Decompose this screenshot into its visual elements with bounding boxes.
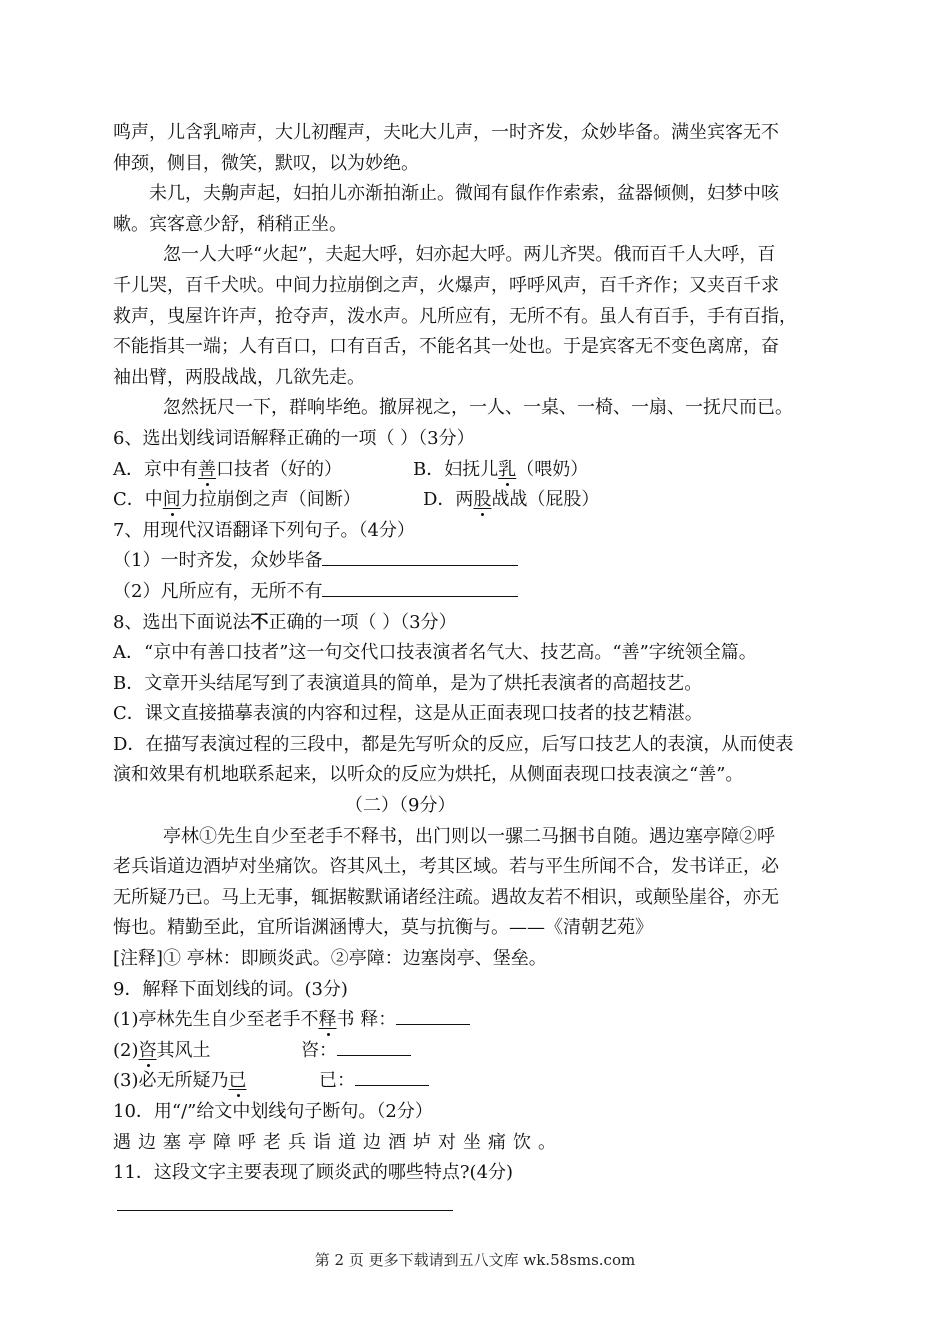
document-body [113,118,843,1189]
question-6-options-ab [113,455,843,486]
option-a: A．“京中有善口技者”这一句交代口技表演者名气大、技艺高。“善”字统领全篇。 [113,642,757,664]
question-9-item-3: (3)必无所疑乃已 已： [113,1066,843,1097]
marked-word: 释 [318,1009,337,1031]
marked-word: 已 [228,1070,247,1092]
passage-line: 无所疑乃已。马上无事，辄据鞍默诵诸经注疏。遇故友若不相识，或颠坠崖谷，亦无 [113,886,779,908]
question-9-item-2: (2)咨其风土 咨： [113,1036,843,1067]
answer-blank[interactable] [337,1037,411,1056]
option-b: B．文章开头结尾写到了表演道具的简单，是为了烘托表演者的高超技艺。 [113,672,703,694]
marked-word: 善 [198,458,216,480]
answer-line[interactable] [117,1210,453,1211]
question-6-options-cd [113,485,843,516]
passage-line: 救声，曳屋许许声，抢夺声，泼水声。凡所应有，无所不有。虽人有百手，手有百指， [113,305,797,327]
passage-line: 嗽。宾客意少舒，稍稍正坐。 [113,213,347,235]
page-footer: 第 2 页 更多下载请到五八文库 wk.58sms.com [314,1251,636,1269]
question-6-stem: 6、选出划线词语解释正确的一项（ ）（3分） [113,427,475,449]
passage-line: 鸣声，儿含乳啼声，大儿初醒声，夫叱大儿声，一时齐发，众妙毕备。满坐宾客无不 [113,122,779,143]
question-9-stem: 9．解释下面划线的词。(3分) [113,978,348,1000]
option-b: B．妇抚儿乳（喂奶） [413,458,589,480]
question-10-sentence: 遇边塞亭障呼老兵诣道边酒垆对坐痛饮。 [113,1131,563,1153]
option-d: D．在描写表演过程的三段中，都是先写听众的反应，后写口技艺人的表演，从而使表 [113,733,794,755]
passage-line: 未几，夫齁声起，妇拍儿亦渐拍渐止。微闻有鼠作作索索，盆器倾侧，妇梦中咳 [149,183,779,205]
answer-blank[interactable] [396,1006,470,1025]
passage-line: 袖出臂，两股战战，几欲先走。 [113,366,365,388]
passage-line: 忽然抚尺一下，群响毕绝。撤屏视之，一人、一桌、一椅、一扇、一抚尺而已。 [163,397,793,419]
passage-line: 千儿哭，百千犬吠。中间力拉崩倒之声，火爆声，呼呼风声，百千齐作；又夹百千求 [113,274,779,296]
annotation: [注释]① 亭林：即顾炎武。②亭障：边塞岗亭、堡垒。 [113,948,547,970]
passage-line: 忽一人大呼“火起”，夫起大呼，妇亦起大呼。两儿齐哭。俄而百千人大呼，百 [163,244,776,266]
option-d: D．两股战战（屁股） [423,489,600,511]
marked-word: 乳 [498,458,517,480]
question-8-stem: 8、选出下面说法不正确的一项（ ）（3分） [113,611,457,633]
passage-line: 亭林①先生自少至老手不释书，出门则以一骡二马捆书自随。遇边塞亭障②呼 [163,825,775,847]
passage-line: 不能指其一端；人有百口，口有百舌，不能名其一处也。于是宾客无不变色离席，奋 [113,336,779,358]
answer-blank[interactable] [322,547,518,566]
option-c: C．中间力拉崩倒之声（间断） [113,489,361,511]
answer-blank[interactable] [355,1067,429,1086]
question-9-item-1: (1)亭林先生自少至老手不释书 释： [113,1005,843,1036]
question-11-stem: 11．这段文字主要表现了顾炎武的哪些特点?(4分) [113,1162,514,1184]
question-10-stem: 10．用“/”给文中划线句子断句。（2分） [113,1101,433,1122]
passage-line: 悔也。精勤至此，宜所诣渊涵博大，莫与抗衡与。——《清朝艺苑》 [113,917,653,939]
option-c: C．课文直接描摹表演的内容和过程，这是从正面表现口技者的技艺精湛。 [113,703,703,725]
option-d-cont: 演和效果有机地联系起来，以听众的反应为烘托，从侧面表现口技表演之“善”。 [113,764,744,786]
marked-word: 间 [162,489,181,511]
question-7-stem: 7、用现代汉语翻译下列句子。（4分） [113,519,415,541]
section-title: （二）（9分） [345,795,456,817]
passage-line: 老兵诣道边酒垆对坐痛饮。咨其风土，考其区域。若与平生所闻不合，发书详正，必 [113,856,779,878]
answer-blank[interactable] [322,578,518,597]
passage-line: 伸颈，侧目，微笑，默叹，以为妙绝。 [113,152,419,174]
option-a: A．京中有善口技者（好的） [113,458,342,480]
marked-word: 咨 [138,1039,157,1061]
question-7-item-1: （1）一时齐发，众妙毕备 [113,546,843,577]
question-7-item-2: （2）凡所应有，无所不有 [113,577,843,608]
marked-word: 股 [473,489,492,511]
